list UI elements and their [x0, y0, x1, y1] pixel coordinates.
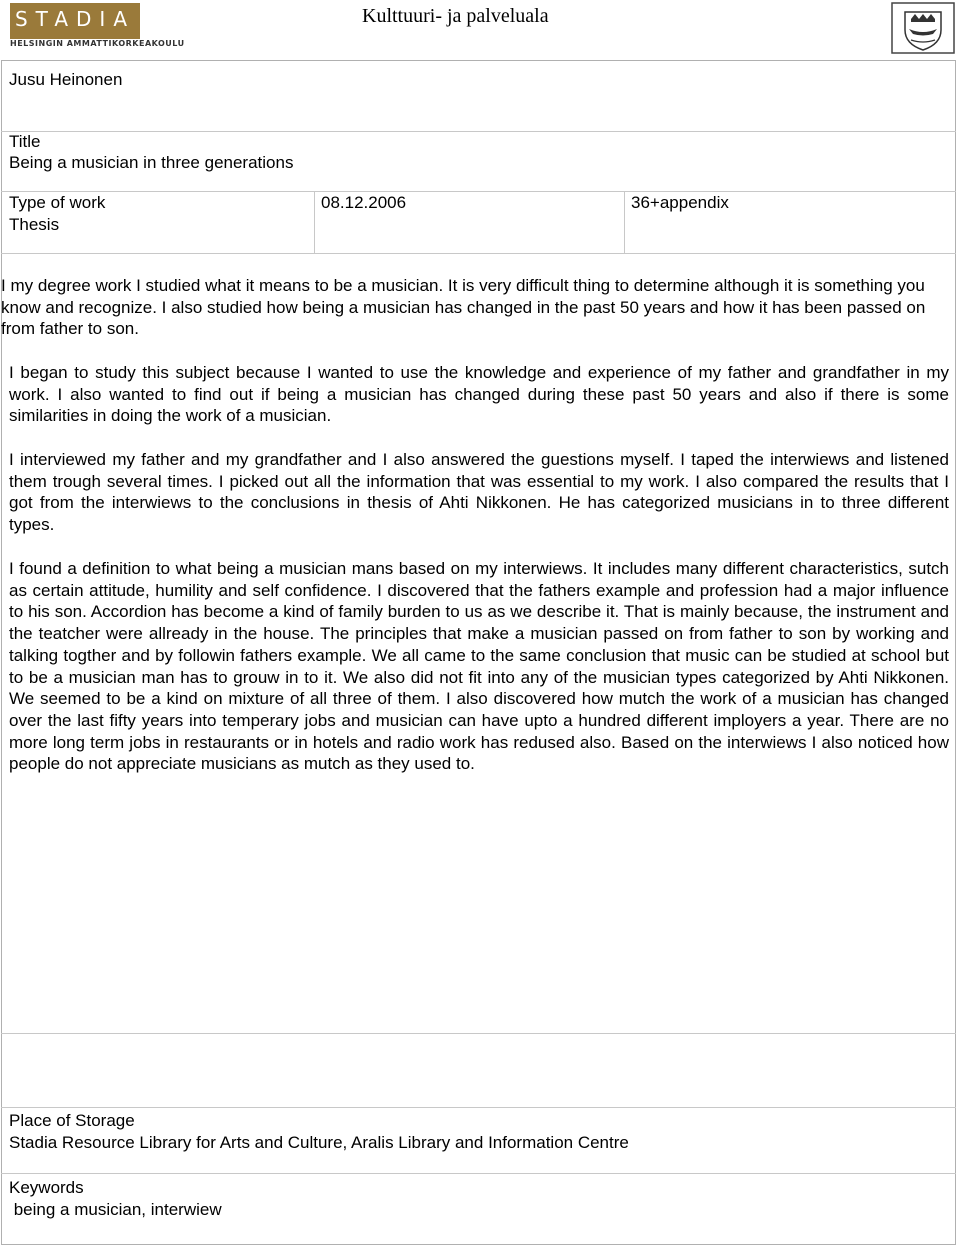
logo-text: STADIA: [14, 7, 136, 31]
author-name: Jusu Heinonen: [9, 70, 123, 89]
date-value: 08.12.2006: [321, 193, 407, 212]
divider: [1, 1107, 956, 1108]
stadia-logo: [10, 3, 140, 39]
storage-label: Place of Storage: [9, 1111, 135, 1130]
abstract-paragraph-3: I interviewed my father and my grandfather and I also answered the guestions myself. I taped the interwiews and listened them trough several times. I picked out all the information that was essential to my work. I also compared the results that I got from the interwiews to the conclusions in thesis of Ahti Nikkonen. He has categorized musicians in to three different types.: [9, 450, 949, 535]
page-title: Kulttuuri- ja palveluala: [362, 5, 549, 27]
divider: [624, 191, 625, 253]
divider: [1, 253, 956, 254]
type-of-work-label: Type of work: [9, 193, 106, 212]
title-value: Being a musician in three generations: [9, 153, 294, 172]
divider: [1, 191, 956, 192]
abstract-paragraph-4: I found a definition to what being a musician mans based on my interwiews. It includes many different characteristics, sutch as certain attitude, humility and self confidence. I discovered that the fathers example and profession had a major influence to his son. Accordion has become a kind of family burden to us as we describe it. That is mainly because, the instrument and the teatcher were allready in the house. The principles that make a musician passed on from father to son by working and talking togther and by followin fathers example. We all came to the same conclusion that music can be studied at school but to be a musician man has to grouw in to it. We also did not fit into any of the musician types categorized by Ahti Nikkonen. We seemed to be a kind on mixture of all three of them. I also discovered how mutch the work of a musician has changed over the last fifty years into temperary jobs and musician can have upto a hundred different imployers a year. There are no more long term jobs in restaurants or in hotels and radio work has redused also. Based on the interwiews I also noticed how people do not appreciate musicians as mutch as they used to.: [9, 559, 949, 774]
storage-value: Stadia Resource Library for Arts and Culture, Aralis Library and Information Centre: [9, 1133, 629, 1152]
keywords-value: being a musician, interwiew: [9, 1200, 222, 1219]
abstract-paragraph-2: I began to study this subject because I wanted to use the knowledge and experience of my father and grandfather in my work. I also wanted to find out if being a musician has changed during these past 50 years and also if there is some similarities in doing the work of a musician.: [9, 363, 949, 426]
helsinki-crest-icon: [891, 2, 955, 54]
type-of-work-value: Thesis: [9, 215, 60, 234]
keywords-label: Keywords: [9, 1178, 84, 1197]
title-label: Title: [9, 132, 41, 151]
logo-subtitle: HELSINGIN AMMATTIKORKEAKOULU: [10, 39, 185, 48]
divider: [1, 131, 956, 132]
page-header: [0, 0, 960, 58]
abstract-paragraph-1: I my degree work I studied what it means to be a musician. It is very difficult thing to determine although it is something you know and recognize. I also studied how being a musician has changed in the past 50 years and how it has been passed on from father to son.: [1, 276, 926, 339]
divider: [314, 191, 315, 253]
divider: [1, 1173, 956, 1174]
divider: [1, 1033, 956, 1034]
page-count: 36+appendix: [631, 193, 729, 212]
